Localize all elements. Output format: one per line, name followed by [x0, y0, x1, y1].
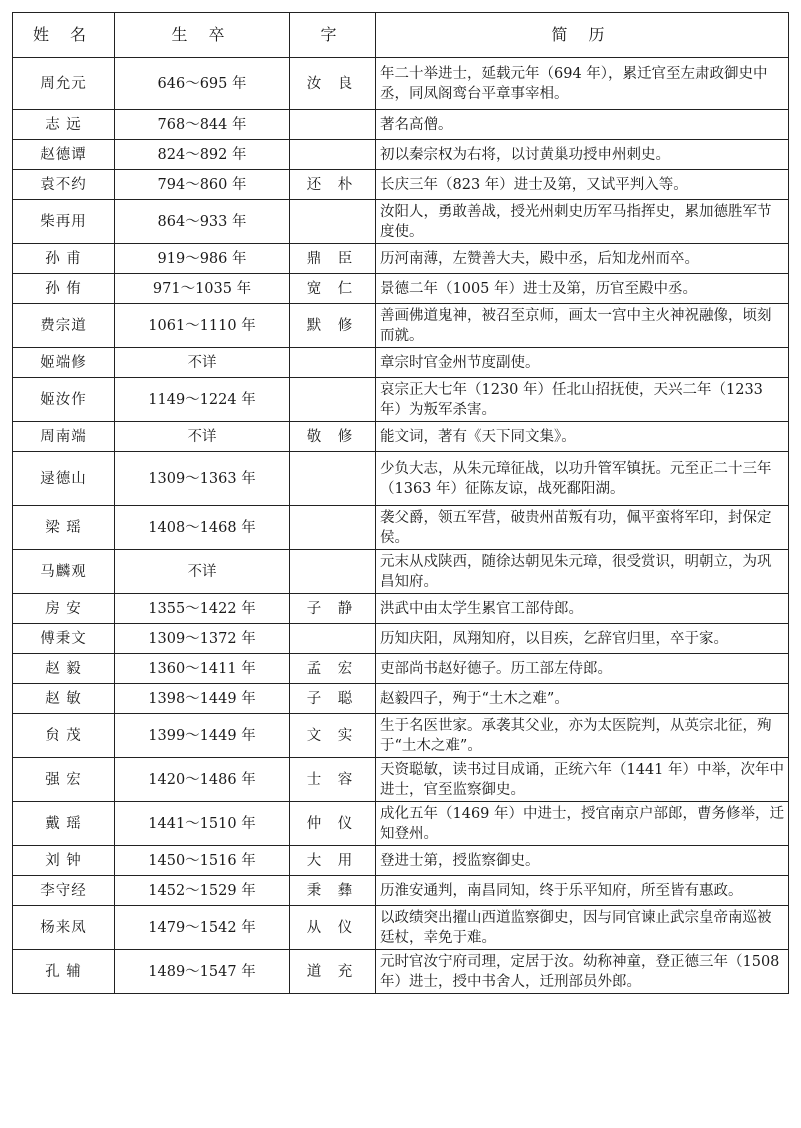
person-name-cell: 刘 钟 [13, 846, 115, 876]
biography-cell: 长庆三年（823 年）进士及第，又试平判入等。 [376, 170, 789, 200]
biography-cell: 以政绩突出擢山西道监察御史，因与同官谏止武宗皇帝南巡被廷杖，幸免于难。 [376, 906, 789, 950]
person-name-cell: 傅秉文 [13, 624, 115, 654]
table-row [13, 200, 789, 244]
table-row [13, 550, 789, 594]
biography-cell: 汝阳人，勇敢善战，授光州刺史历军马指挥史，累加德胜军节度使。 [376, 200, 789, 244]
person-name-cell: 梁 瑶 [13, 506, 115, 550]
courtesy-name-cell [290, 378, 376, 422]
lifespan-cell: 1408～1468 年 [115, 506, 290, 550]
person-name-cell: 杨来凤 [13, 906, 115, 950]
table-row [13, 378, 789, 422]
table-row [13, 140, 789, 170]
lifespan-cell: 1398～1449 年 [115, 684, 290, 714]
table-row [13, 58, 789, 110]
table-row [13, 758, 789, 802]
lifespan-cell: 768～844 年 [115, 110, 290, 140]
person-name-cell: 孙 甫 [13, 244, 115, 274]
lifespan-cell: 1479～1542 年 [115, 906, 290, 950]
biography-cell: 赵毅四子，殉于“土木之难”。 [376, 684, 789, 714]
table-row [13, 654, 789, 684]
biography-table [12, 12, 789, 994]
person-name-cell: 袁不约 [13, 170, 115, 200]
biography-cell: 袭父爵，领五军营，破贵州苗叛有功，佩平蛮将军印，封保定侯。 [376, 506, 789, 550]
person-name-cell: 柴再用 [13, 200, 115, 244]
lifespan-cell: 1489～1547 年 [115, 950, 290, 994]
table-row [13, 876, 789, 906]
courtesy-name-cell [290, 624, 376, 654]
courtesy-name-cell: 鼎 臣 [290, 244, 376, 274]
courtesy-name-cell: 仲 仪 [290, 802, 376, 846]
courtesy-name-cell: 秉 彝 [290, 876, 376, 906]
person-name-cell: 孔 辅 [13, 950, 115, 994]
biography-cell: 少负大志，从朱元璋征战，以功升管军镇抚。元至正二十三年（1363 年）征陈友谅，战死鄱阳湖。 [376, 452, 789, 506]
biography-cell: 历知庆阳，凤翔知府，以目疾，乞辞官归里，卒于家。 [376, 624, 789, 654]
courtesy-name-cell [290, 550, 376, 594]
lifespan-cell: 794～860 年 [115, 170, 290, 200]
table-row [13, 846, 789, 876]
person-name-cell: 费宗道 [13, 304, 115, 348]
biography-cell: 生于名医世家。承袭其父业，亦为太医院判，从英宗北征，殉于“土木之难”。 [376, 714, 789, 758]
biography-cell: 天资聪敏，读书过目成诵，正统六年（1441 年）中举，次年中进士，官至监察御史。 [376, 758, 789, 802]
lifespan-cell: 1452～1529 年 [115, 876, 290, 906]
table-row [13, 110, 789, 140]
table-row [13, 684, 789, 714]
courtesy-name-cell: 士 容 [290, 758, 376, 802]
person-name-cell: 赵 毅 [13, 654, 115, 684]
biography-cell: 初以秦宗权为右将，以讨黄巢功授申州刺史。 [376, 140, 789, 170]
table-row [13, 802, 789, 846]
table-row [13, 950, 789, 994]
lifespan-cell: 1061～1110 年 [115, 304, 290, 348]
lifespan-cell: 824～892 年 [115, 140, 290, 170]
lifespan-cell: 1441～1510 年 [115, 802, 290, 846]
courtesy-name-cell: 汝 良 [290, 58, 376, 110]
courtesy-name-cell: 子 聪 [290, 684, 376, 714]
lifespan-cell: 919～986 年 [115, 244, 290, 274]
person-name-cell: 房 安 [13, 594, 115, 624]
person-name-cell: 逯德山 [13, 452, 115, 506]
lifespan-cell: 不详 [115, 550, 290, 594]
biography-cell: 历河南薄，左赞善大夫，殿中丞，后知龙州而卒。 [376, 244, 789, 274]
person-name-cell: 赵 敏 [13, 684, 115, 714]
person-name-cell: 赵德谭 [13, 140, 115, 170]
biography-cell: 元时官汝宁府司理，定居于汝。幼称神童，登正德三年（1508 年）进士，授中书舍人，迁刑部员外郎。 [376, 950, 789, 994]
biography-cell: 章宗时官金州节度副使。 [376, 348, 789, 378]
biography-cell: 著名高僧。 [376, 110, 789, 140]
biography-cell: 元末从戍陕西，随徐达朝见朱元璋，很受赏识，明朝立，为巩昌知府。 [376, 550, 789, 594]
table-row [13, 274, 789, 304]
courtesy-name-cell: 子 静 [290, 594, 376, 624]
header-zi: 字 [290, 13, 376, 58]
person-name-cell: 周南端 [13, 422, 115, 452]
person-name-cell: 志 远 [13, 110, 115, 140]
header-row [13, 13, 789, 58]
table-row [13, 244, 789, 274]
courtesy-name-cell: 默 修 [290, 304, 376, 348]
person-name-cell: 贠 茂 [13, 714, 115, 758]
lifespan-cell: 不详 [115, 348, 290, 378]
courtesy-name-cell: 从 仪 [290, 906, 376, 950]
table-row [13, 714, 789, 758]
table-row [13, 452, 789, 506]
biography-cell: 吏部尚书赵好德子。历工部左侍郎。 [376, 654, 789, 684]
person-name-cell: 孙 侑 [13, 274, 115, 304]
lifespan-cell: 1360～1411 年 [115, 654, 290, 684]
biography-cell: 年二十举进士，延载元年（694 年），累迁官至左肃政御史中丞，同凤阁鸾台平章事宰相。 [376, 58, 789, 110]
person-name-cell: 姬端修 [13, 348, 115, 378]
biography-cell: 哀宗正大七年（1230 年）任北山招抚使，天兴二年（1233 年）为叛军杀害。 [376, 378, 789, 422]
lifespan-cell: 1355～1422 年 [115, 594, 290, 624]
biography-cell: 登进士第，授监察御史。 [376, 846, 789, 876]
courtesy-name-cell [290, 140, 376, 170]
table-row [13, 906, 789, 950]
biography-cell: 善画佛道鬼神，被召至京师，画太一宫中主火神祝融像，顷刻而就。 [376, 304, 789, 348]
lifespan-cell: 971～1035 年 [115, 274, 290, 304]
lifespan-cell: 1450～1516 年 [115, 846, 290, 876]
table-row [13, 304, 789, 348]
biography-cell: 洪武中由太学生累官工部侍郎。 [376, 594, 789, 624]
lifespan-cell: 1309～1363 年 [115, 452, 290, 506]
table-row [13, 348, 789, 378]
person-name-cell: 姬汝作 [13, 378, 115, 422]
lifespan-cell: 1149～1224 年 [115, 378, 290, 422]
courtesy-name-cell: 文 实 [290, 714, 376, 758]
courtesy-name-cell: 孟 宏 [290, 654, 376, 684]
table-row [13, 422, 789, 452]
table-row [13, 170, 789, 200]
courtesy-name-cell [290, 200, 376, 244]
biography-cell: 历淮安通判，南昌同知，终于乐平知府，所至皆有惠政。 [376, 876, 789, 906]
courtesy-name-cell: 道 充 [290, 950, 376, 994]
courtesy-name-cell: 还 朴 [290, 170, 376, 200]
person-name-cell: 李守经 [13, 876, 115, 906]
biography-cell: 景德二年（1005 年）进士及第，历官至殿中丞。 [376, 274, 789, 304]
courtesy-name-cell [290, 110, 376, 140]
courtesy-name-cell: 宽 仁 [290, 274, 376, 304]
lifespan-cell: 864～933 年 [115, 200, 290, 244]
biography-cell: 成化五年（1469 年）中进士，授官南京户部郎，曹务修举，迁知登州。 [376, 802, 789, 846]
header-name: 姓 名 [13, 13, 115, 58]
lifespan-cell: 1420～1486 年 [115, 758, 290, 802]
biography-cell: 能文词，著有《天下同文集》。 [376, 422, 789, 452]
person-name-cell: 戴 瑶 [13, 802, 115, 846]
courtesy-name-cell [290, 452, 376, 506]
table-row [13, 624, 789, 654]
person-name-cell: 强 宏 [13, 758, 115, 802]
table-row [13, 506, 789, 550]
courtesy-name-cell: 大 用 [290, 846, 376, 876]
lifespan-cell: 不详 [115, 422, 290, 452]
lifespan-cell: 1399～1449 年 [115, 714, 290, 758]
header-bio: 简 历 [376, 13, 789, 58]
courtesy-name-cell: 敬 修 [290, 422, 376, 452]
table-body [13, 58, 789, 994]
courtesy-name-cell [290, 348, 376, 378]
person-name-cell: 周允元 [13, 58, 115, 110]
header-life: 生 卒 [115, 13, 290, 58]
person-name-cell: 马麟观 [13, 550, 115, 594]
lifespan-cell: 1309～1372 年 [115, 624, 290, 654]
lifespan-cell: 646～695 年 [115, 58, 290, 110]
courtesy-name-cell [290, 506, 376, 550]
table-row [13, 594, 789, 624]
